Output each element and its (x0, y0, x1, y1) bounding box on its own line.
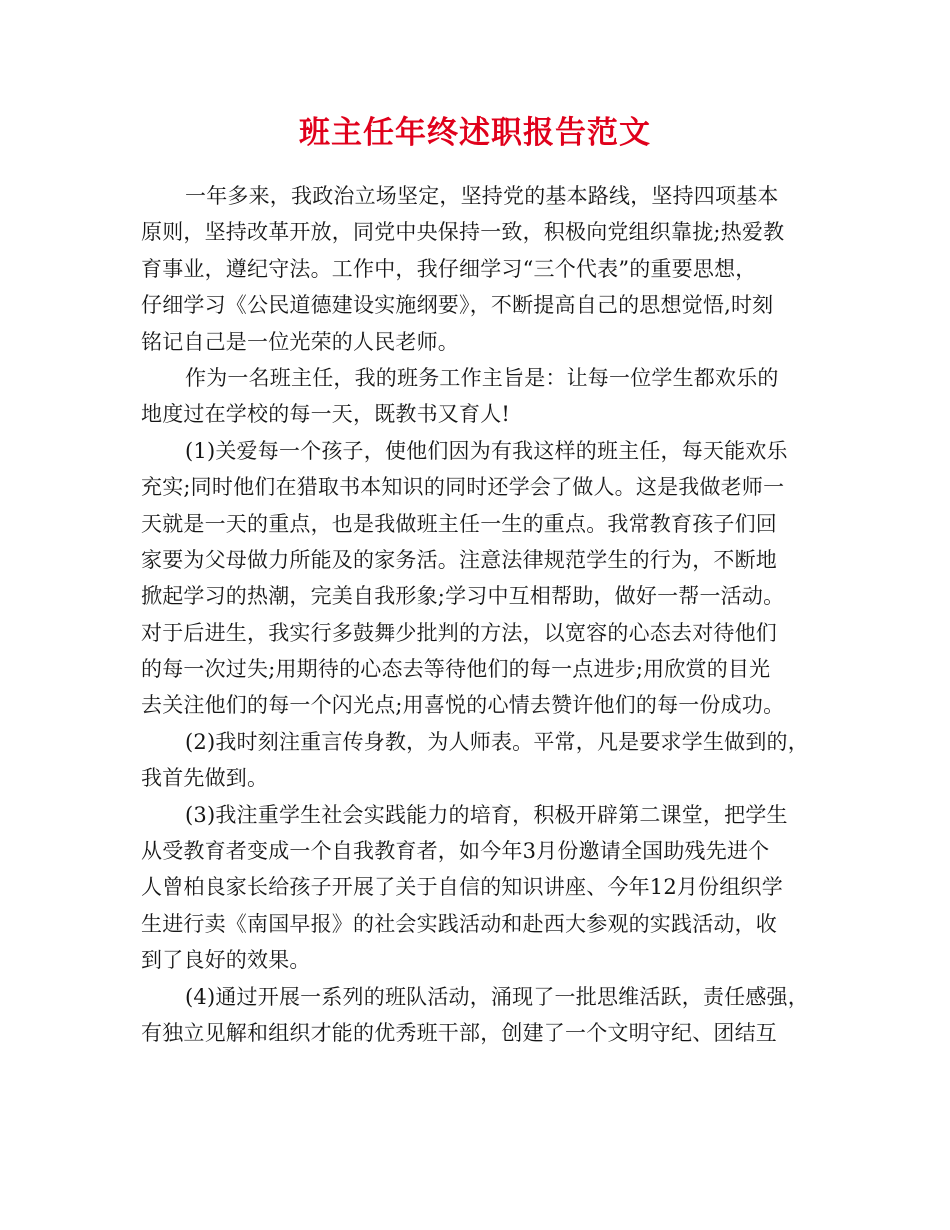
text-line: 去关注他们的每一个闪光点;用喜悦的心情去赞许他们的每一份成功。 (141, 693, 785, 718)
document-title: 班主任年终述职报告范文 (299, 115, 651, 151)
text-line: 人曾柏良家长给孩子开展了关于自信的知识讲座、今年12月份组织学 (141, 875, 783, 900)
text-line: 有独立见解和组织才能的优秀班干部，创建了一个文明守纪、团结互 (141, 1020, 777, 1045)
text-line: 掀起学习的热潮，完美自我形象;学习中互相帮助，做好一帮一活动。 (141, 584, 785, 609)
text-line: 育事业，遵纪守法。工作中，我仔细学习“三个代表”的重要思想， (141, 256, 757, 281)
paragraph-first-line: 一年多来，我政治立场坚定，坚持党的基本路线，坚持四项基本 (185, 184, 779, 208)
text-line: 从受教育者变成一个自我教育者，如今年3月份邀请全国助残先进个 (141, 839, 770, 864)
text-line: 生进行卖《南国早报》的社会实践活动和赴西大参观的实践活动，收 (141, 911, 777, 936)
text-line: 铭记自己是一位光荣的人民老师。 (141, 329, 459, 354)
paragraph-first-line: 作为一名班主任，我的班务工作主旨是：让每一位学生都欢乐的 (185, 365, 779, 390)
text-line: 仔细学习《公民道德建设实施纲要》，不断提高自己的思想觉悟,时刻 (141, 293, 774, 318)
text-line: 原则，坚持改革开放，同党中央保持一致，积极向党组织靠拢;热爱教 (141, 220, 785, 245)
text-line: 的每一次过失;用期待的心态去等待他们的每一点进步;用欣赏的目光 (141, 657, 771, 682)
text-line: 充实;同时他们在猎取书本知识的同时还学会了做人。这是我做老师一 (141, 475, 785, 500)
document-body (141, 178, 826, 1051)
paragraph-first-line: (1)关爱每一个孩子，使他们因为有我这样的班主任，每天能欢乐 (185, 438, 788, 463)
text-line: 家要为父母做力所能及的家务活。注意法律规范学生的行为，不断地 (141, 547, 777, 572)
text-line: 我首先做到。 (141, 766, 269, 791)
text-line: 对于后进生，我实行多鼓舞少批判的方法，以宽容的心态去对待他们 (141, 620, 777, 645)
paragraph-first-line: (2)我时刻注重言传身教，为人师表。平常，凡是要求学生做到的， (185, 729, 809, 754)
paragraph-first-line: (4)通过开展一系列的班队活动，涌现了一批思维活跃，责任感强， (185, 984, 809, 1009)
text-line: 地度过在学校的每一天，既教书又育人! (141, 402, 511, 427)
text-line: 天就是一天的重点，也是我做班主任一生的重点。我常教育孩子们回 (141, 511, 777, 536)
text-line: 到了良好的效果。 (141, 948, 311, 973)
paragraph-first-line: (3)我注重学生社会实践能力的培育，积极开辟第二课堂，把学生 (185, 802, 788, 827)
